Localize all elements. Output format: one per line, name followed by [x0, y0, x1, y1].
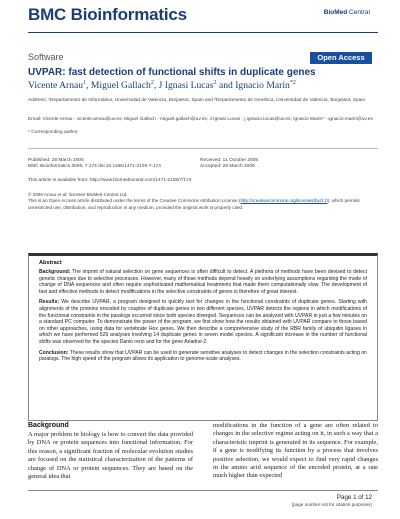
copyright-line: © 2006 Arnau et al; licensee BioMed Central Ltd.	[28, 192, 128, 197]
page-number: Page 1 of 12	[336, 494, 372, 501]
abstract-background	[39, 269, 367, 295]
author-addresses: Address: ¹Departamento de Informática, Universidad de Valencia, Burjassot, Spain and ²Departamento de Genética, Universidad de Valencia, Burjassot, Spain	[28, 98, 366, 103]
author-emails[interactable]: Email: Vicente Arnau - vicente.arnau@uv.es; Miguel Gallach - miguel.gallach@uv.es; J Ignasi Lucas - j.ignacio.lucas@uv.es; Ignacio Marín* - ignacio.marin@uv.es	[28, 117, 373, 122]
publisher-main: BioMed	[323, 9, 348, 16]
publisher-sub: Central	[347, 9, 370, 16]
section-label: Software	[28, 52, 64, 62]
review-dates	[200, 158, 258, 171]
license-block	[28, 192, 378, 211]
corresponding-note: * Corresponding author	[28, 130, 78, 135]
author-name[interactable]: J Ignasi Lucas	[158, 80, 214, 92]
citation: BMC Bioinformatics 2006, 7:174 doi:10.1186/1471-2105-7-174	[28, 164, 161, 170]
abstract-background-text: The imprint of natural selection on gene sequences is often difficult to detect. A plethora of methods have been devised to detect genetic changes due to selective processes. However, many of those methods depend heavily on underlying assumptions regarding the mode of change of DNA sequences and often require sophisticated mathematical treatments that made them computationally slow. The development of fast and effective methods to detect modifications in the selective constraints of genes is therefore of great interest.	[39, 269, 367, 295]
author-name[interactable]: Ignacio Marín	[235, 80, 290, 92]
author-name[interactable]: Miguel Gallach	[90, 80, 151, 92]
publication-info	[28, 158, 161, 171]
author-name[interactable]: Vicente Arnau	[28, 80, 84, 92]
publisher-logo	[324, 9, 370, 16]
header-divider	[28, 32, 378, 33]
abstract-conclusion-label: Conclusion:	[39, 349, 69, 356]
body-column-left: A major problem in biology is how to convert the data provided by DNA or protein sequences into functional information. For this reason, a significant fraction of molecular evolution studies are focused on the statistical characterization of the patterns of change of DNA or protein sequences. They are based on the general idea that	[28, 431, 193, 481]
accepted-date: Accepted: 28 March 2006	[200, 164, 255, 170]
open-access-badge: Open Access	[310, 52, 372, 64]
journal-header	[0, 0, 400, 24]
abstract-heading: Abstract	[39, 260, 62, 266]
paper-title: UVPAR: fast detection of functional shifts in duplicate genes	[28, 67, 316, 78]
journal-title: BMC Bioinformatics	[28, 5, 187, 24]
published-date: Published: 28 March 2006	[28, 158, 84, 163]
background-heading: Background	[28, 422, 69, 429]
abstract-background-label: Background:	[39, 269, 71, 275]
meta-divider	[28, 148, 378, 149]
license-text	[28, 198, 378, 211]
author-list: Vicente Arnau$^1$, Miguel Gallach$^2$, J Ignasi Lucas$^2$ and Ignacio Marín$^{*2}$	[28, 80, 296, 92]
author-affiliation: 1	[83, 80, 87, 86]
footer-divider	[28, 490, 378, 491]
author-affiliation: 2	[150, 80, 154, 86]
article-url[interactable]: This article is available from: http://www.biomedcentral.com/1471-2105/7/174	[28, 178, 192, 183]
author-affiliation: *2	[289, 80, 296, 86]
abstract-results-text: We describe UVPAR, a program designed to quickly test for changes in the functional constraints of duplicate genes. Starting with alignments of the proteins encoded by couples of duplicate genes in two different species, UVPAR detects the regions in which modifications of the functional constraints in the paralogs occurred since both species diverged. Sequences can be analyzed with UVPAR in just a few minutes on a standard PC computer. To demonstrate the power of the program, we first show how the results obtained with UVPAR compare to those based on other approaches, using data for vertebrate Hox genes. We then describe a comprehensive study of the RBR family of ubiquitin ligases in which we have performed 529 analyses involving 14 duplicate genes in seven model species. A significant increase in the number of functional shifts was observed for the species Danio rerio and for the gene Ariadne-2.	[39, 299, 367, 345]
license-link[interactable]: http://creativecommons.org/licenses/by/2.0	[240, 198, 328, 204]
abstract-box	[28, 253, 378, 421]
license-text-end: ), which permits unrestricted use, distribution, and reproduction in any medium, provided the original work is properly cited.	[28, 198, 360, 210]
abstract-conclusion	[39, 350, 367, 363]
license-text-start: This is an Open Access article distributed under the terms of the Creative Commons Attribution License (	[28, 198, 241, 204]
abstract-conclusion-text: These results show that UVPAR can be used to generate sensitive analyses to detect changes in the selection constraints acting on paralogs. The high speed of the program allows its application to genome-scale analyses.	[39, 349, 367, 363]
page-note: (page number not for citation purposes)	[291, 502, 372, 507]
received-date: Received: 11 October 2005	[200, 158, 259, 163]
body-column-right: modifications in the function of a gene are often related to changes in the selective regime acting on it, in such a way that a characteristic imprint is generated in its sequence. For example, if a gene is modifying its function by a process that involves positive selection, we would expect to find very rapid changes in the amino acid sequence of the encoded protein, at a rate much higher than expected	[213, 422, 378, 480]
abstract-results	[39, 299, 367, 345]
author-affiliation: 2	[213, 80, 217, 86]
abstract-results-label: Results:	[39, 299, 60, 306]
